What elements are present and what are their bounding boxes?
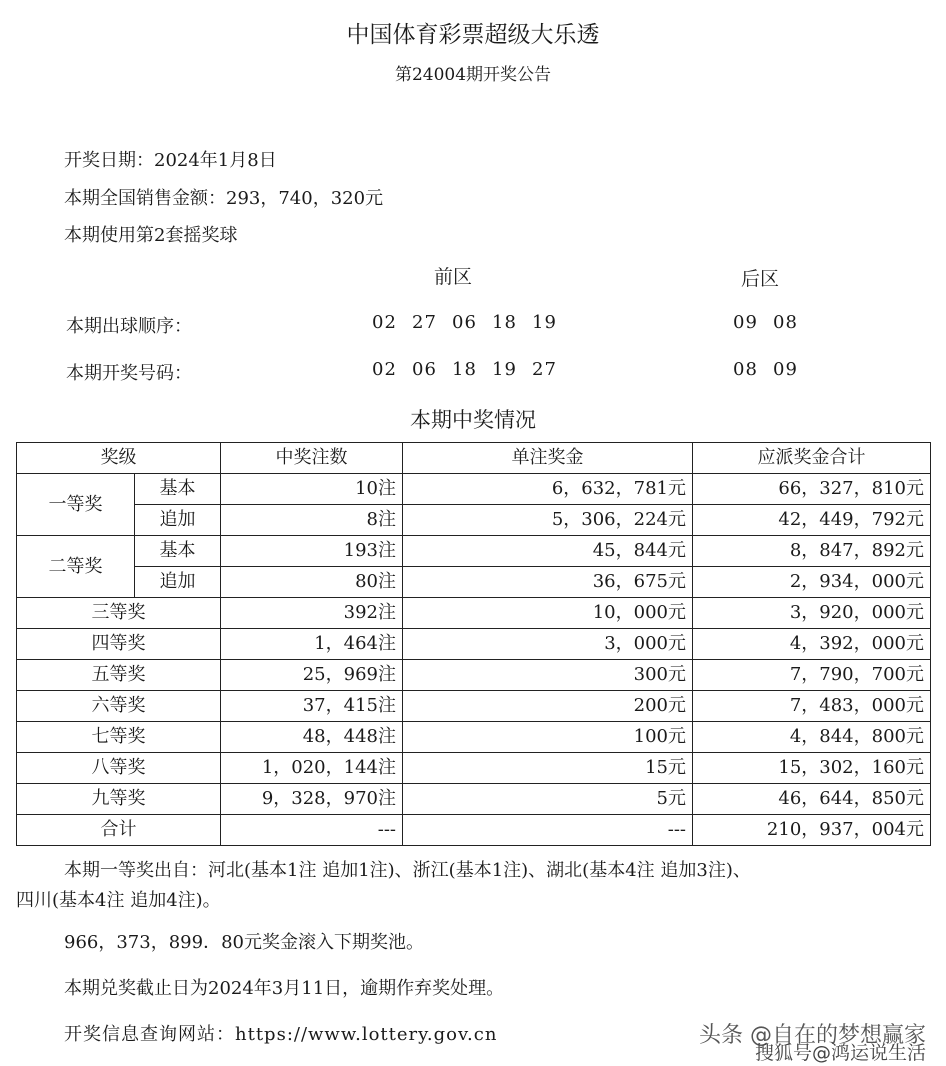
total-cell: 42，449，792元 — [693, 505, 931, 536]
query-website[interactable]: 开奖信息查询网站：https://www.lottery.gov.cn — [64, 1024, 498, 1045]
total-cell: 7，790，700元 — [693, 660, 931, 691]
draw-order-label: 本期出球顺序： — [66, 316, 192, 337]
total-cell: 3，920，000元 — [693, 598, 931, 629]
unit-cell: 200元 — [403, 691, 693, 722]
level-cell: 五等奖 — [17, 660, 221, 691]
ball-number: 19 — [532, 312, 557, 333]
ball-set-info: 本期使用第2套摇奖球 — [64, 225, 238, 246]
total-cell: 8，847，892元 — [693, 536, 931, 567]
ball-number: 08 — [773, 312, 798, 333]
draw-order-front — [372, 312, 572, 333]
type-cell: 基本 — [135, 536, 221, 567]
ball-number: 02 — [372, 312, 397, 333]
ball-number: 08 — [733, 359, 758, 380]
ball-number: 09 — [773, 359, 798, 380]
table-header-row — [17, 443, 931, 474]
ball-number: 02 — [372, 359, 397, 380]
watermark-sohu-wrap — [755, 1038, 926, 1065]
total-cell: 4，392，000元 — [693, 629, 931, 660]
claim-deadline: 本期兑奖截止日为2024年3月11日，逾期作弃奖处理。 — [64, 978, 505, 999]
count-cell: 1，464注 — [221, 629, 403, 660]
count-cell: 37，415注 — [221, 691, 403, 722]
unit-cell: 5，306，224元 — [403, 505, 693, 536]
type-cell: 追加 — [135, 567, 221, 598]
header-total-prize: 应派奖金合计 — [693, 443, 931, 474]
header-unit-prize: 单注奖金 — [403, 443, 693, 474]
unit-cell: 15元 — [403, 753, 693, 784]
total-cell: 46，644，850元 — [693, 784, 931, 815]
total-cell: 4，844，800元 — [693, 722, 931, 753]
unit-cell: --- — [403, 815, 693, 846]
unit-cell: 3，000元 — [403, 629, 693, 660]
ball-number: 19 — [492, 359, 517, 380]
count-cell: --- — [221, 815, 403, 846]
count-cell: 1，020，144注 — [221, 753, 403, 784]
header-level: 奖级 — [17, 443, 221, 474]
count-cell: 80注 — [221, 567, 403, 598]
table-row — [17, 629, 931, 660]
count-cell: 10注 — [221, 474, 403, 505]
level-cell: 九等奖 — [17, 784, 221, 815]
header-count: 中奖注数 — [221, 443, 403, 474]
table-sum-row — [17, 815, 931, 846]
table-row — [17, 598, 931, 629]
table-row — [17, 474, 931, 505]
issue-subtitle: 第24004期开奖公告 — [394, 65, 552, 85]
type-cell: 基本 — [135, 474, 221, 505]
draw-order-back — [733, 312, 813, 333]
level-cell: 一等奖 — [17, 474, 135, 536]
table-row — [17, 722, 931, 753]
count-cell: 48，448注 — [221, 722, 403, 753]
ball-number: 09 — [733, 312, 758, 333]
level-cell: 八等奖 — [17, 753, 221, 784]
table-row — [17, 567, 931, 598]
winning-numbers-front — [372, 359, 572, 380]
table-row — [17, 660, 931, 691]
watermark-sohu: 搜狐号@鸿运说生活 — [754, 1042, 926, 1064]
total-cell: 15，302，160元 — [693, 753, 931, 784]
count-cell: 8注 — [221, 505, 403, 536]
level-cell: 四等奖 — [17, 629, 221, 660]
level-cell: 七等奖 — [17, 722, 221, 753]
back-zone-label: 后区 — [741, 268, 780, 290]
watermark-toutiao: 头条 @自在的梦想赢家 — [699, 1023, 926, 1048]
ball-number: 06 — [412, 359, 437, 380]
total-cell: 66，327，810元 — [693, 474, 931, 505]
level-cell: 三等奖 — [17, 598, 221, 629]
ball-number: 27 — [412, 312, 437, 333]
level-cell: 二等奖 — [17, 536, 135, 598]
total-cell: 2，934，000元 — [693, 567, 931, 598]
type-cell: 追加 — [135, 505, 221, 536]
count-cell: 25，969注 — [221, 660, 403, 691]
unit-cell: 45，844元 — [403, 536, 693, 567]
level-cell: 合计 — [17, 815, 221, 846]
unit-cell: 6，632，781元 — [403, 474, 693, 505]
winning-numbers-back — [733, 359, 813, 380]
front-zone-label: 前区 — [434, 266, 473, 288]
unit-cell: 10，000元 — [403, 598, 693, 629]
count-cell: 9，328，970注 — [221, 784, 403, 815]
table-row — [17, 691, 931, 722]
count-cell: 193注 — [221, 536, 403, 567]
ball-number: 18 — [452, 359, 477, 380]
table-row — [17, 753, 931, 784]
first-prize-origin-line2: 四川(基本4注 追加4注)。 — [16, 890, 221, 911]
total-cell: 210，937，004元 — [693, 815, 931, 846]
total-cell: 7，483，000元 — [693, 691, 931, 722]
sales-amount: 本期全国销售金额：293，740，320元 — [64, 188, 384, 209]
winning-numbers-label: 本期开奖号码： — [66, 363, 192, 384]
unit-cell: 300元 — [403, 660, 693, 691]
first-prize-origin-line1: 本期一等奖出自：河北(基本1注 追加1注)、浙江(基本1注)、湖北(基本4注 追加3注)、 — [64, 860, 751, 881]
table-row — [17, 536, 931, 567]
count-cell: 392注 — [221, 598, 403, 629]
prize-table — [16, 442, 931, 846]
unit-cell: 100元 — [403, 722, 693, 753]
level-cell: 六等奖 — [17, 691, 221, 722]
ball-number: 27 — [532, 359, 557, 380]
ball-number: 06 — [452, 312, 477, 333]
unit-cell: 36，675元 — [403, 567, 693, 598]
table-row — [17, 784, 931, 815]
rollover-note: 966，373，899．80元奖金滚入下期奖池。 — [64, 932, 424, 953]
table-row — [17, 505, 931, 536]
prize-section-title: 本期中奖情况 — [410, 408, 536, 432]
draw-date: 开奖日期：2024年1月8日 — [64, 150, 277, 171]
ball-number: 18 — [492, 312, 517, 333]
unit-cell: 5元 — [403, 784, 693, 815]
page-title: 中国体育彩票超级大乐透 — [346, 22, 600, 48]
